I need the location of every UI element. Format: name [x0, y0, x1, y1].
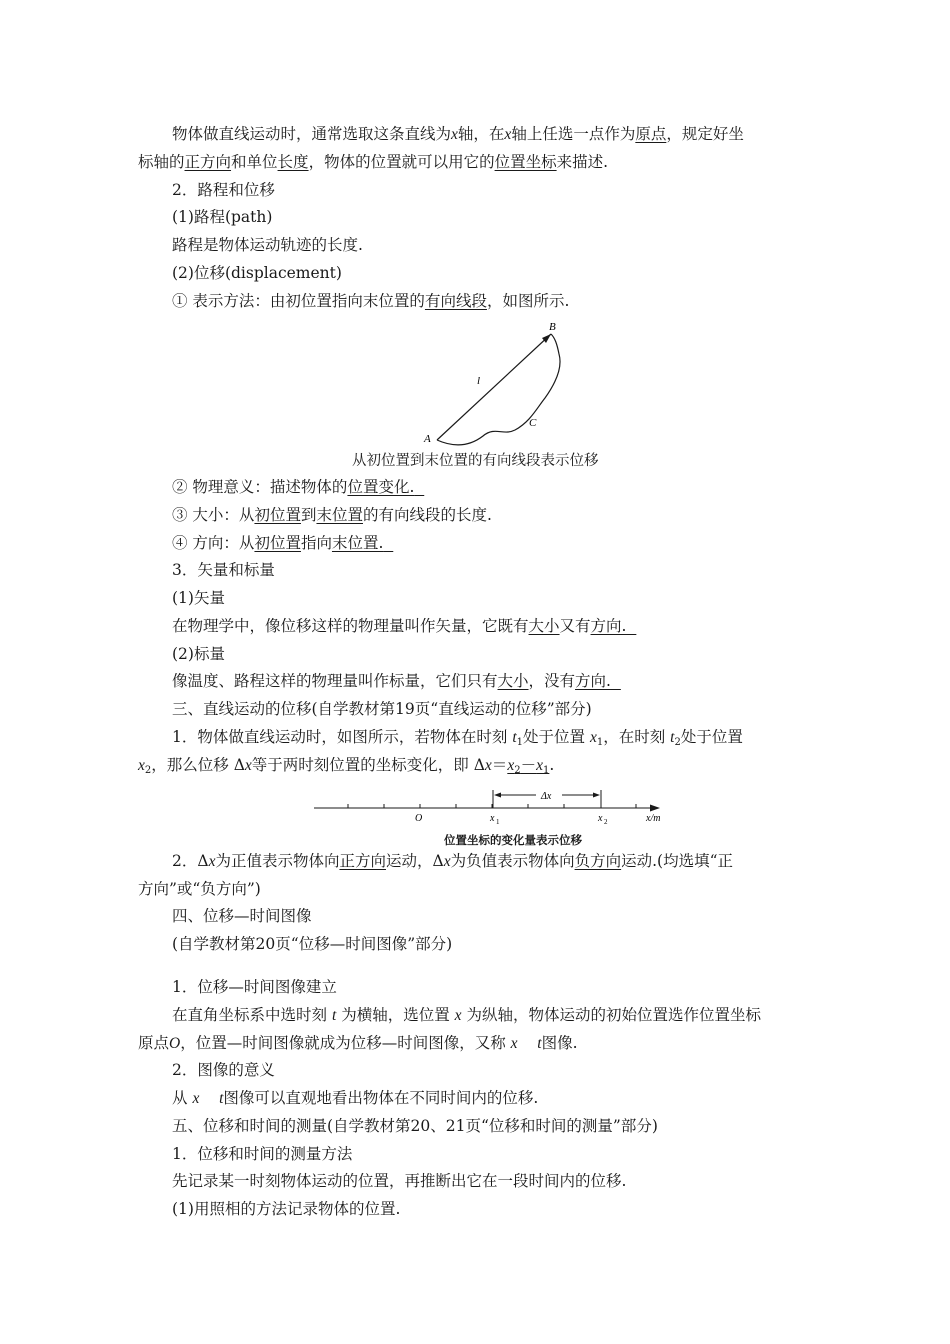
- heading-vector-scalar: 3．矢量和标量: [172, 561, 275, 579]
- answer-position-change: 位置变化.: [347, 478, 415, 496]
- axis-figure-caption: 位置坐标的变化量表示位移: [444, 833, 582, 847]
- section3-heading: 三、直线运动的位移(自学教材第19页“直线运动的位移”部分): [172, 700, 592, 718]
- intro-line-2: 标轴的正方向和单位长度，物体的位置就可以用它的位置坐标来描述.: [138, 153, 609, 171]
- scalar-title: (2)标量: [172, 645, 225, 663]
- answer-final-position-2: 末位置.: [331, 534, 384, 552]
- section4-subheading-2: 2．图像的意义: [172, 1061, 275, 1079]
- answer-final-position: 末位置: [316, 506, 363, 524]
- point-a-label: A: [424, 433, 431, 445]
- answer-positive-direction: 正方向: [184, 153, 232, 171]
- section5-line-1: 先记录某一时刻物体运动的位置，再推断出它在一段时间内的位移.: [172, 1172, 627, 1190]
- section5-subheading-1: 1．位移和时间的测量方法: [172, 1145, 353, 1163]
- section4-meaning: 从 x t图像可以直观地看出物体在不同时间内的位移.: [172, 1089, 539, 1107]
- answer-negative-dir: 负方向: [574, 852, 622, 870]
- section5-item-1: (1)用照相的方法记录物体的位置.: [172, 1200, 401, 1218]
- answer-coordinate-change: $x_2-x_1$: [507, 756, 550, 776]
- answer-magnitude: 大小: [528, 617, 560, 635]
- answer-position-coordinate: 位置坐标: [494, 153, 557, 171]
- x1-label: x: [490, 813, 495, 824]
- x-axis-arrow: [650, 805, 660, 812]
- section5-heading: 五、位移和时间的测量(自学教材第20、21页“位移和时间的测量”部分): [172, 1117, 658, 1135]
- direction-line: ④ 方向：从初位置指向末位置.: [172, 534, 384, 552]
- displacement-figure-caption: 从初位置到末位置的有向线段表示位移: [352, 453, 599, 469]
- section4-reference: (自学教材第20页“位移—时间图像”部分): [172, 935, 453, 953]
- segment-l-label: l: [477, 375, 481, 387]
- displacement-figure: [415, 318, 575, 448]
- answer-direction: 方向.: [590, 617, 627, 635]
- path-definition: 路程是物体运动轨迹的长度.: [172, 236, 363, 254]
- section4-line-2: 原点O，位置—时间图像就成为位移—时间图像，又称 x t图像.: [138, 1034, 578, 1052]
- delta-x-label: Δx: [541, 791, 552, 802]
- answer-initial-position: 初位置: [254, 506, 301, 524]
- heading-path-displacement: 2．路程和位移: [172, 181, 275, 199]
- displacement-title: (2)位移(displacement): [172, 264, 342, 282]
- trajectory-curve: [437, 334, 560, 445]
- section3-line-2: $x_2$，那么位移 Δx等于两时刻位置的坐标变化，即 $\Delta x=x_2-x_1$.: [138, 756, 555, 776]
- scalar-definition: 像温度、路程这样的物理量叫作标量，它们只有大小，没有方向.: [172, 672, 611, 690]
- x2-subscript: 2: [604, 818, 608, 826]
- x2-label: x: [598, 813, 603, 824]
- vector-title: (1)矢量: [172, 589, 225, 607]
- answer-positive-dir: 正方向: [339, 852, 386, 870]
- axis-unit-label: x/m: [646, 813, 661, 824]
- answer-length: 长度: [277, 153, 309, 171]
- answer-magnitude-2: 大小: [497, 672, 529, 690]
- section3-line-1: 1．物体做直线运动时，如图所示，若物体在时刻 $t_1$处于位置 $x_1$，在时刻 $t_2$处于位置: [172, 728, 743, 748]
- magnitude-line: ③ 大小：从初位置到末位置的有向线段的长度.: [172, 506, 492, 524]
- vector-definition: 在物理学中，像位移这样的物理量叫作矢量，它既有大小又有方向.: [172, 617, 627, 635]
- section3-line-3: 2．Δx为正值表示物体向正方向运动，Δx为负值表示物体向负方向运动.(均选填“正: [172, 852, 734, 870]
- section3-line-4: 方向”或“负方向”): [138, 880, 261, 898]
- answer-direction-2: 方向.: [575, 672, 611, 690]
- origin-label: O: [415, 813, 423, 824]
- representation-line: ① 表示方法：由初位置指向末位置的有向线段，如图所示.: [172, 292, 570, 310]
- x1-subscript: 1: [496, 818, 500, 826]
- meaning-line: ② 物理意义：描述物体的位置变化.: [172, 478, 415, 496]
- section4-line-1: 在直角坐标系中选时刻 t 为横轴，选位置 x 为纵轴，物体运动的初始位置选作位置坐标: [172, 1006, 761, 1024]
- section4-heading: 四、位移—时间图像: [172, 907, 312, 925]
- answer-initial-position-2: 初位置: [254, 534, 301, 552]
- answer-origin: 原点: [635, 125, 667, 143]
- point-b-label: B: [549, 321, 556, 333]
- axis-figure: [310, 784, 680, 828]
- intro-line-1: 物体做直线运动时，通常选取这条直线为x轴，在x轴上任选一点作为原点，规定好坐: [172, 125, 744, 143]
- point-c-label: C: [529, 417, 537, 429]
- path-title: (1)路程(path): [172, 208, 273, 226]
- section4-subheading-1: 1．位移—时间图像建立: [172, 978, 337, 996]
- answer-directed-segment: 有向线段: [424, 292, 487, 310]
